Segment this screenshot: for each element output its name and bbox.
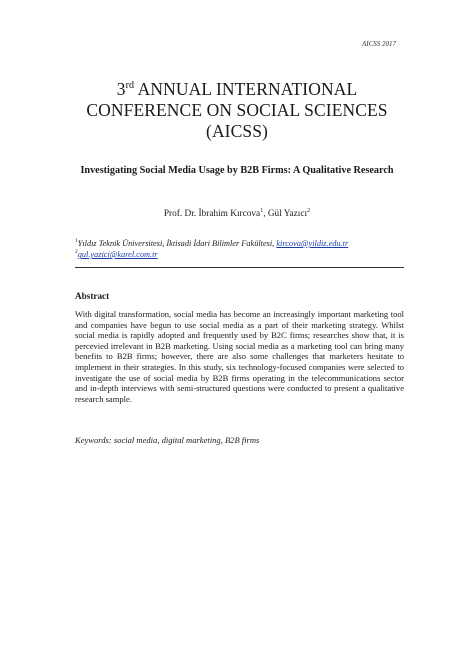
conference-number: 3: [116, 79, 126, 99]
running-header: AICSS 2017: [361, 40, 396, 48]
conference-title-line-3: (AICSS): [206, 121, 268, 141]
affiliation-1: [75, 238, 405, 249]
author-2-name: Gül Yazıcı: [267, 209, 308, 219]
author-separator: ,: [263, 209, 268, 219]
author-1-name: Prof. Dr. İbrahim Kırcova: [163, 209, 261, 219]
email-link-author-2[interactable]: gul.yazici@karel.com.tr: [77, 250, 158, 259]
abstract-heading: Abstract: [75, 291, 110, 301]
keywords: Keywords: social media, digital marketing, B2B firms: [75, 435, 260, 445]
affiliation-2-mark: 2: [75, 249, 78, 256]
abstract-body: With digital transformation, social media has become an increasingly important marketing tool and companies have begun to use social media as a part of their marketing strategy. Whilst social media is rapidly adopted and frequently used by B2C firms; researches show that, it is percevied irrelevant in B2B marketing. Using social media as a marketing tool can bring many benefits to B2B firms; however, there are also some challenges that marketers hesitate to implement in their strategies. In this study, six technology-focused companies were selected to investigate the use of social media by B2B firms operating in the telecommunications sector and in-depth interviews with semi-structured questions were conducted to present a qualitative research sample.: [75, 309, 404, 404]
affiliation-1-text: Yıldız Teknik Üniversitesi, İktisadi İdari Bilimler Fakültesi,: [77, 239, 277, 248]
author-1-mark: 1: [260, 207, 264, 214]
section-divider: [75, 267, 404, 268]
author-2-mark: 2: [307, 207, 311, 214]
email-link-author-1[interactable]: kircova@yildiz.edu.tr: [276, 239, 349, 248]
affiliation-1-mark: 1: [75, 238, 78, 245]
affiliation-2: [75, 249, 405, 260]
affiliations: [75, 238, 405, 260]
conference-title-line-2: CONFERENCE ON SOCIAL SCIENCES: [86, 100, 388, 120]
author-list: [60, 209, 414, 219]
conference-title-line-1: [60, 79, 414, 100]
conference-ordinal-suffix: rd: [125, 80, 135, 92]
conference-title-line-1-text: ANNUAL INTERNATIONAL: [134, 79, 358, 99]
paper-title: Investigating Social Media Usage by B2B Firms: A Qualitative Research: [80, 165, 394, 176]
conference-title: [60, 79, 414, 142]
